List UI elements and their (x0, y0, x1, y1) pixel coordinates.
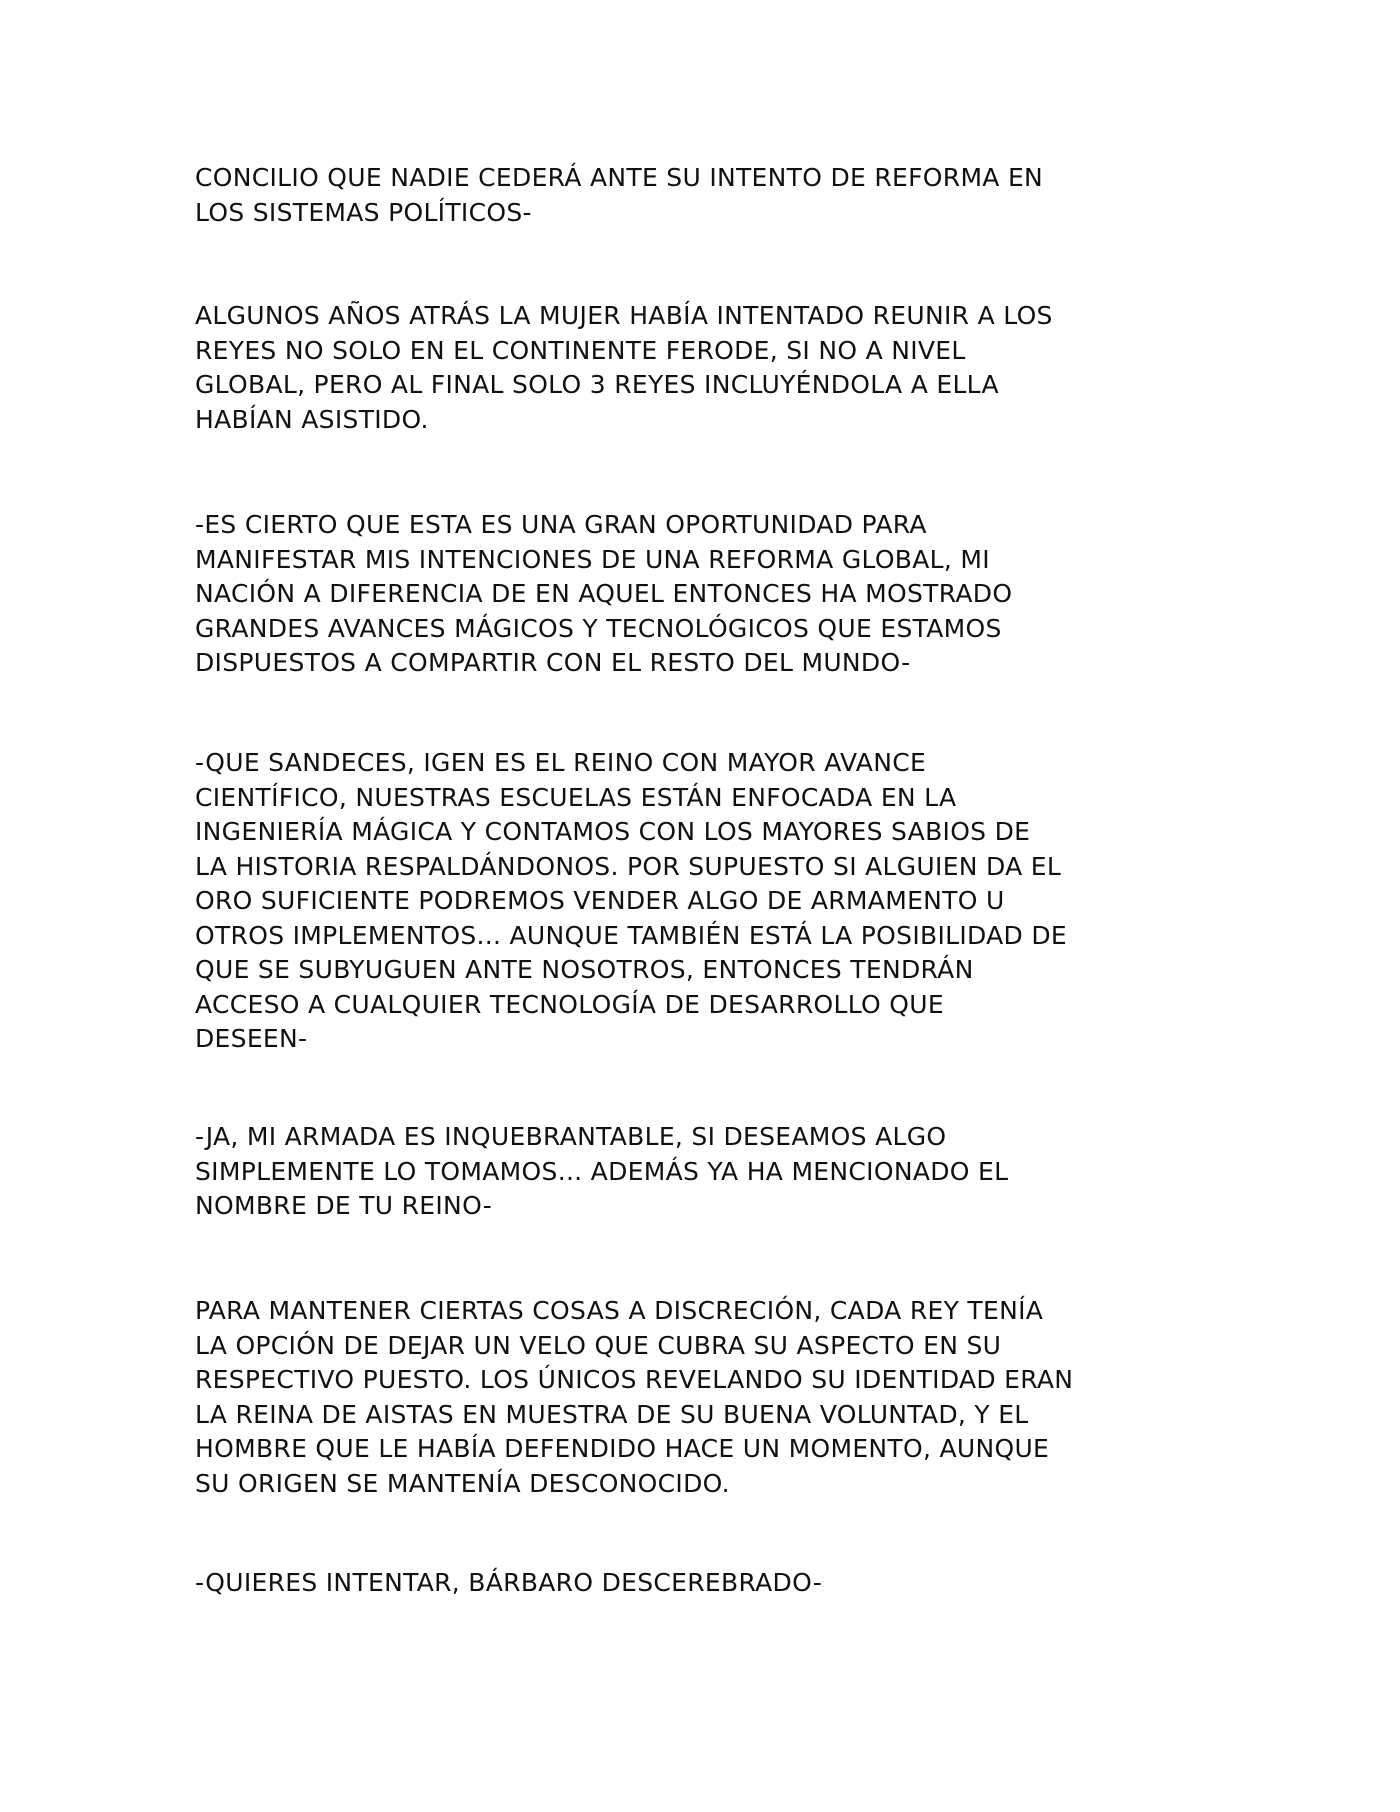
text-line: LOS SISTEMAS POLÍTICOS- (195, 197, 532, 227)
text-line: RESPECTIVO PUESTO. LOS ÚNICOS REVELANDO SU IDENTIDAD ERAN (195, 1365, 1074, 1394)
text-line: INGENIERÍA MÁGICA Y CONTAMOS CON LOS MAYORES SABIOS DE (195, 817, 1031, 846)
paragraph-6 (195, 1294, 1210, 1501)
paragraph-4 (195, 746, 1210, 1057)
text-line: MANIFESTAR MIS INTENCIONES DE UNA REFORMA GLOBAL, MI (195, 544, 990, 574)
text-line: PARA MANTENER CIERTAS COSAS A DISCRECIÓN, CADA REY TENÍA (195, 1296, 1044, 1325)
text-line: HOMBRE QUE LE HABÍA DEFENDIDO HACE UN MOMENTO, AUNQUE (195, 1434, 1050, 1463)
text-line: GRANDES AVANCES MÁGICOS Y TECNOLÓGICOS QUE ESTAMOS (195, 613, 1002, 643)
text-line: LA REINA DE AISTAS EN MUESTRA DE SU BUENA VOLUNTAD, Y EL (195, 1399, 1029, 1429)
text-line: DESEEN- (195, 1024, 308, 1053)
text-line: HABÍAN ASISTIDO. (195, 404, 429, 434)
text-line: NACIÓN A DIFERENCIA DE EN AQUEL ENTONCES HA MOSTRADO (195, 579, 1013, 608)
text-line: SIMPLEMENTE LO TOMAMOS... ADEMÁS YA HA MENCIONADO EL (195, 1156, 1009, 1186)
text-line: -QUIERES INTENTAR, BÁRBARO DESCEREBRADO- (195, 1568, 823, 1597)
text-line: LA HISTORIA RESPALDÁNDONOS. POR SUPUESTO SI ALGUIEN DA EL (195, 851, 1062, 881)
text-line: -QUE SANDECES, IGEN ES EL REINO CON MAYOR AVANCE (195, 748, 927, 777)
paragraph-5 (195, 1120, 1210, 1224)
paragraph-3 (195, 508, 1210, 681)
text-line: QUE SE SUBYUGUEN ANTE NOSOTROS, ENTONCES TENDRÁN (195, 955, 974, 984)
text-line: GLOBAL, PERO AL FINAL SOLO 3 REYES INCLUYÉNDOLA A ELLA (195, 370, 999, 399)
text-line: -ES CIERTO QUE ESTA ES UNA GRAN OPORTUNIDAD PARA (195, 510, 927, 539)
text-line: -JA, MI ARMADA ES INQUEBRANTABLE, SI DESEAMOS ALGO (195, 1122, 947, 1151)
text-line: DISPUESTOS A COMPARTIR CON EL RESTO DEL MUNDO- (195, 648, 911, 677)
text-line: ACCESO A CUALQUIER TECNOLOGÍA DE DESARROLLO QUE (195, 989, 944, 1019)
text-line: ALGUNOS AÑOS ATRÁS LA MUJER HABÍA INTENTADO REUNIR A LOS (195, 301, 1053, 330)
text-line: LA OPCIÓN DE DEJAR UN VELO QUE CUBRA SU ASPECTO EN SU (195, 1330, 1002, 1360)
paragraph-7 (195, 1566, 1210, 1601)
text-line: CIENTÍFICO, NUESTRAS ESCUELAS ESTÁN ENFOCADA EN LA (195, 782, 957, 812)
text-line: OTROS IMPLEMENTOS... AUNQUE TAMBIÉN ESTÁ LA POSIBILIDAD DE (195, 920, 1067, 950)
text-line: CONCILIO QUE NADIE CEDERÁ ANTE SU INTENTO DE REFORMA EN (195, 163, 1044, 192)
paragraph-1 (195, 161, 1210, 230)
text-line: NOMBRE DE TU REINO- (195, 1191, 493, 1220)
text-line: ORO SUFICIENTE PODREMOS VENDER ALGO DE ARMAMENTO U (195, 886, 1005, 915)
paragraph-2 (195, 299, 1210, 437)
text-line: REYES NO SOLO EN EL CONTINENTE FERODE, SI NO A NIVEL (195, 335, 966, 365)
text-line: SU ORIGEN SE MANTENÍA DESCONOCIDO. (195, 1468, 730, 1498)
